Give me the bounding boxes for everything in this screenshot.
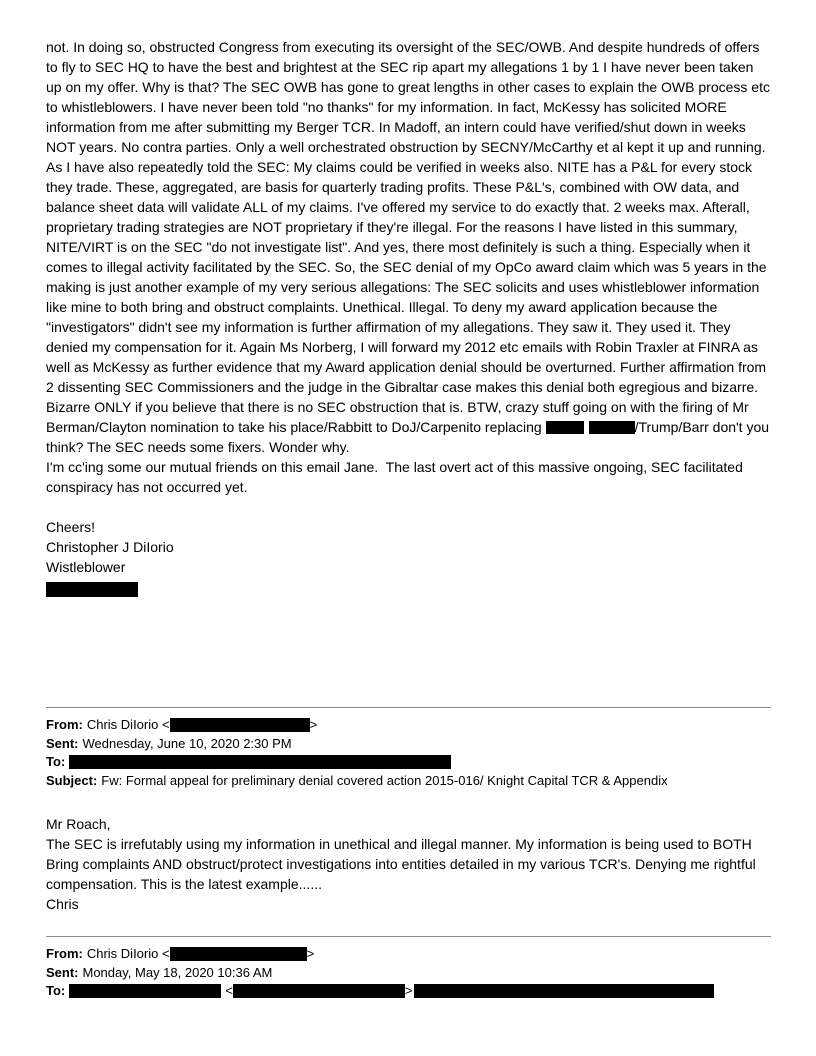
subject-value: Fw: Formal appeal for preliminary denial covered action 2015-016/ Knight Capital TCR & Appendix — [101, 772, 668, 788]
from-close-bracket: > — [306, 946, 315, 961]
forwarded-body-1 — [46, 814, 771, 914]
signoff: Cheers! — [46, 519, 96, 535]
to-line-2 — [46, 982, 771, 1001]
from-line-1 — [46, 716, 771, 735]
redacted-name-1 — [546, 421, 584, 434]
to-label: To: — [46, 983, 66, 998]
from-value: Chris DiIorio < — [86, 717, 170, 732]
reply-text-after-redaction: /Trump/Barr don't you think? The SEC needs some fixers. Wonder why. — [46, 419, 773, 455]
vertical-gap — [46, 597, 771, 707]
to-label: To: — [46, 754, 66, 769]
subject-label: Subject: — [46, 772, 98, 788]
sent-line-2 — [46, 964, 771, 983]
sent-value: Monday, May 18, 2020 10:36 AM — [82, 964, 273, 980]
to-close-bracket: > — [404, 983, 413, 998]
reply-text-before-redaction: not. In doing so, obstructed Congress from executing its oversight of the SEC/OWB. And despite hundreds of offers to fly to SEC HQ to have the best and brightest at the SEC rip apart my allegations 1 by 1 I have never been taken up on my offer. Why is that? The SEC OWB has gone to great lengths in other cases to explain the OWB process etc to whistleblowers. I have never been told "no thanks" for my information. In fact, McKessy has solicited MORE information from me after submitting my Berger TCR. In Madoff, an intern could have verified/shut down in weeks NOT years. No contra parties. Only a well orchestrated obstruction by SECNY/McCarthy et al kept it up and running. As I have also repeatedly told the SEC: My claims could be verified in weeks also. NITE has a P&L for every stock they trade. These, aggregated, are basis for quarterly trading profits. These P&L's, combined with OW data, and balance sheet data will validate ALL of my claims. I've offered my service to do exactly that. 2 weeks max. Afterall, proprietary trading strategies are NOT proprietary if they're illegal. For the reasons I have listed in this summary, NITE/VIRT is on the SEC "do not investigate list". And yes, there most definitely is such a thing. Especially when it comes to illegal activity facilitated by the SEC. So, the SEC denial of my OpCo award claim which was 5 years in the making is just another example of my very serious allegations: The SEC solicits and uses whistleblower information like mine to both bring and obstruct complaints. Unethical. Illegal. To deny my award application because the "investigators" didn't see my information is further affirmation of my allegations. They saw it. They used it. They denied my compensation for it. Again Ms Norberg, I will forward my 2012 etc emails with Robin Traxler at FINRA as well as McKessy as further evidence that my Award application denial should be overturned. Further affirmation from 2 dissenting SEC Commissioners and the judge in the Gibraltar case makes this denial both egregious and bizarre. Bizarre ONLY if you believe that there is no SEC obstruction that is. BTW, crazy stuff going on with the firing of Mr Berman/Clayton nomination to take his place/Rabbitt to DoJ/Carpenito replacing — [46, 39, 774, 435]
redacted-contact-info — [46, 582, 138, 597]
redacted-recipient-1 — [69, 755, 451, 769]
from-close-bracket: > — [309, 717, 318, 732]
from-label: From: — [46, 717, 83, 732]
message-divider-1 — [46, 707, 771, 708]
forwarded-header-2 — [46, 945, 771, 1001]
subject-line-1 — [46, 772, 771, 791]
to-open-bracket: < — [225, 983, 233, 998]
sent-line-1 — [46, 735, 771, 754]
redacted-recipient-name-2 — [69, 984, 221, 998]
redacted-recipient-email-2 — [233, 984, 405, 998]
to-line-1 — [46, 753, 771, 772]
redacted-sender-email-2 — [170, 947, 307, 961]
forwarded-header-1 — [46, 716, 771, 790]
reply-body-paragraph — [46, 37, 774, 457]
sent-value: Wednesday, June 10, 2020 2:30 PM — [82, 735, 292, 751]
from-value: Chris DiIorio < — [86, 946, 170, 961]
sent-label: Sent: — [46, 735, 79, 751]
from-label: From: — [46, 946, 83, 961]
forwarded-signature: Chris — [46, 896, 79, 912]
reply-message — [46, 37, 774, 597]
cc-note-line: I'm cc'ing some our mutual friends on this email Jane. The last overt act of this massive ongoing, SEC facilitated conspiracy has not occurred yet. — [46, 459, 747, 495]
redacted-name-2 — [589, 421, 635, 434]
sender-name: Christopher J DiIorio — [46, 539, 174, 555]
message-divider-2 — [46, 936, 771, 937]
from-line-2 — [46, 945, 771, 964]
blank-line — [46, 497, 771, 517]
sent-label: Sent: — [46, 964, 79, 980]
sender-title: Wistleblower — [46, 559, 126, 575]
redacted-sender-email-1 — [170, 718, 310, 732]
greeting-line: Mr Roach, — [46, 816, 111, 832]
forwarded-body-text: The SEC is irrefutably using my information in unethical and illegal manner. My information is being used to BOTH Bring complaints AND obstruct/protect investigations into entities detailed in my various TCR's. Denying me rightful compensation. This is the latest example...... — [46, 836, 760, 892]
redacted-recipient-3 — [414, 984, 714, 998]
